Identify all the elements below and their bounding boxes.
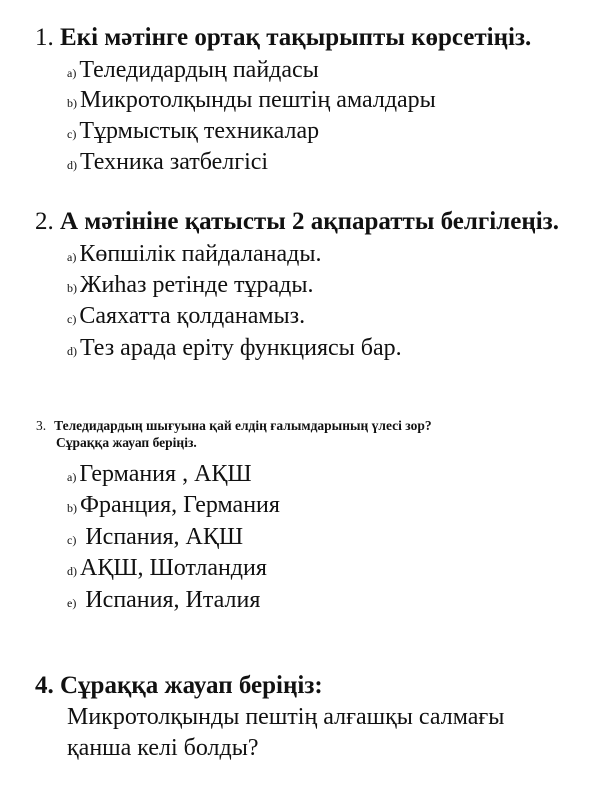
option-letter: d) — [67, 158, 77, 172]
question-4-heading — [35, 672, 323, 700]
question-2-heading — [35, 208, 559, 236]
option-text: Испания, Италия — [79, 587, 261, 613]
option-text: Тұрмыстық техникалар — [79, 118, 320, 144]
question-text: Сұраққа жауап беріңіз: — [60, 672, 323, 699]
option-text: АҚШ, Шотландия — [80, 555, 267, 581]
option-text: Франция, Германия — [80, 492, 280, 518]
question-text: А мәтініне қатысты 2 ақпаратты белгілеңіз. — [60, 208, 559, 235]
option-letter: b) — [67, 96, 77, 110]
option-d — [67, 554, 267, 585]
option-text: Теледидардың пайдасы — [79, 57, 319, 83]
option-c — [67, 117, 319, 148]
option-letter: a) — [67, 66, 77, 80]
option-b — [67, 271, 313, 302]
option-c — [67, 523, 243, 554]
option-text: Саяхатта қолданамыз. — [79, 303, 306, 329]
option-b — [67, 491, 280, 522]
option-letter: c) — [67, 127, 77, 141]
option-text: Германия , АҚШ — [79, 461, 252, 487]
option-letter: e) — [67, 596, 77, 610]
option-letter: b) — [67, 501, 77, 515]
question-number: 3. — [36, 418, 47, 433]
option-letter: a) — [67, 470, 77, 484]
option-letter: c) — [67, 533, 77, 547]
option-a — [67, 56, 319, 87]
option-b — [67, 86, 436, 117]
option-e — [67, 586, 260, 617]
question-body-line1: Микротолқынды пештің алғашқы салмағы — [67, 704, 505, 730]
option-d — [67, 334, 402, 365]
option-letter: a) — [67, 250, 77, 264]
question-number: 4. — [35, 672, 54, 699]
question-body-line2: қанша келі болды? — [67, 735, 259, 761]
option-text: Микротолқынды пештің амалдары — [80, 87, 436, 113]
option-letter: d) — [67, 344, 77, 358]
option-c — [67, 302, 305, 333]
option-letter: b) — [67, 281, 77, 295]
option-text: Испания, АҚШ — [79, 524, 244, 550]
question-text-line1: Теледидардың шығуына қай елдің ғалымдарының үлесі зор? — [54, 418, 432, 433]
option-text: Техника затбелгісі — [80, 149, 269, 175]
question-text: Екі мәтінге ортақ тақырыпты көрсетіңіз. — [60, 24, 532, 51]
option-a — [67, 240, 322, 271]
question-4-body — [67, 702, 504, 764]
question-3-heading — [36, 417, 432, 451]
question-number: 1. — [35, 24, 54, 51]
option-letter: c) — [67, 312, 77, 326]
option-text: Жиһаз ретінде тұрады. — [80, 272, 314, 298]
question-number: 2. — [35, 208, 54, 235]
question-text-line2: Сұраққа жауап беріңіз. — [56, 435, 197, 450]
question-1-heading — [35, 24, 531, 52]
option-letter: d) — [67, 564, 77, 578]
option-d — [67, 148, 268, 179]
option-a — [67, 460, 252, 491]
option-text: Көпшілік пайдаланады. — [79, 241, 322, 267]
option-text: Тез арада еріту функциясы бар. — [80, 335, 402, 361]
